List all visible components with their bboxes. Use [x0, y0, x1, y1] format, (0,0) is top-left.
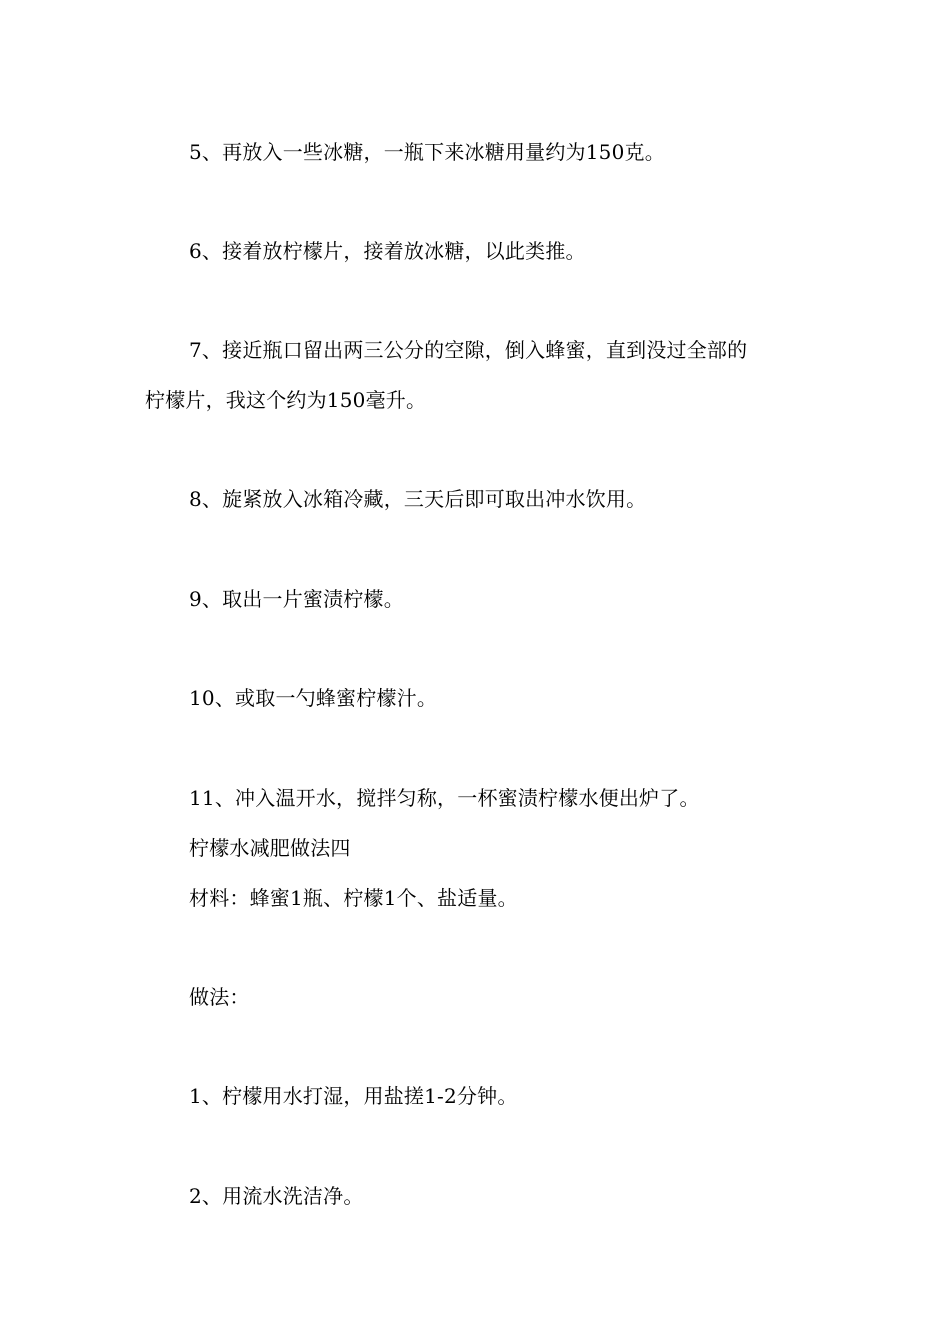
step-10-paragraph: 10、或取一勺蜂蜜柠檬汁。: [189, 686, 438, 710]
step-7-paragraph-line-1: 7、接近瓶口留出两三公分的空隙，倒入蜂蜜，直到没过全部的: [189, 338, 748, 362]
section-heading: 柠檬水减肥做法四: [189, 836, 351, 860]
materials-paragraph: 材料：蜂蜜1瓶、柠檬1个、盐适量。: [189, 886, 518, 910]
step-6-paragraph: 6、接着放柠檬片，接着放冰糖，以此类推。: [189, 239, 586, 263]
step-7-paragraph-line-2: 柠檬片，我这个约为150毫升。: [145, 388, 427, 412]
step-9-paragraph: 9、取出一片蜜渍柠檬。: [189, 587, 404, 611]
step-8-paragraph: 8、旋紧放入冰箱冷藏，三天后即可取出冲水饮用。: [189, 487, 647, 511]
step-11-paragraph: 11、冲入温开水，搅拌匀称，一杯蜜渍柠檬水便出炉了。: [189, 786, 700, 810]
step-5-paragraph: 5、再放入一些冰糖，一瓶下来冰糖用量约为150克。: [189, 140, 665, 164]
method-step-2-paragraph: 2、用流水洗洁净。: [189, 1184, 364, 1208]
method-label: 做法：: [189, 985, 250, 1009]
method-step-1-paragraph: 1、柠檬用水打湿，用盐搓1-2分钟。: [189, 1084, 518, 1108]
